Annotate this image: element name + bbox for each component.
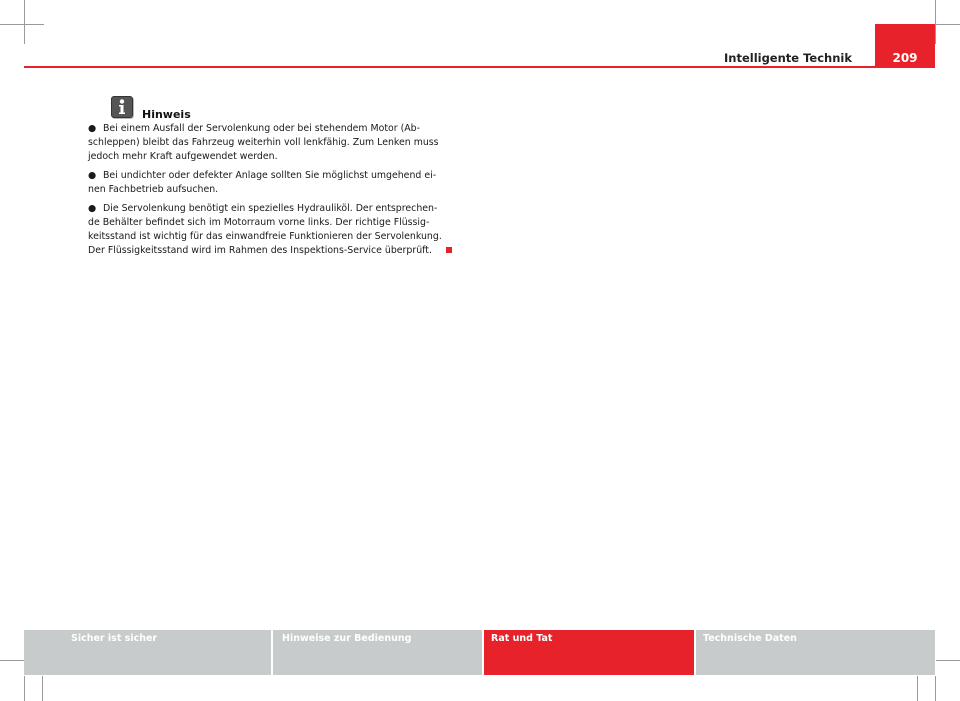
crop-mark <box>936 660 960 661</box>
crop-mark <box>0 24 44 25</box>
bullet-icon: ● <box>88 123 97 134</box>
info-person-icon <box>111 96 133 118</box>
note-title: Hinweis <box>142 108 191 121</box>
footer-tab-label: Rat und Tat <box>491 633 553 644</box>
crop-mark <box>935 676 936 701</box>
footer-tab-hinweise-zur-bedienung[interactable] <box>273 630 482 675</box>
footer-tab-rat-und-tat[interactable] <box>484 630 694 675</box>
footer-nav <box>24 630 935 675</box>
note-line: jedoch mehr Kraft aufgewendet werden. <box>88 151 278 162</box>
note-block <box>88 96 480 263</box>
footer-tab-label: Technische Daten <box>703 633 797 644</box>
note-line: keitsstand ist wichtig für das einwandfreie Funktionieren der Servolenkung. <box>88 231 442 242</box>
note-bullet-item <box>88 169 480 197</box>
footer-tab-label: Hinweise zur Bedienung <box>282 633 412 644</box>
crop-mark <box>935 0 936 44</box>
crop-mark <box>917 676 918 701</box>
note-line: nen Fachbetrieb aufsuchen. <box>88 184 219 195</box>
note-bullet-item <box>88 202 480 258</box>
page-number: 209 <box>892 51 918 65</box>
note-line: Bei undichter oder defekter Anlage sollten Sie möglichst umgehend ei- <box>103 170 437 181</box>
footer-tab-label: Sicher ist sicher <box>71 633 158 644</box>
crop-mark <box>24 676 25 701</box>
page-number-tab <box>875 24 935 68</box>
footer-tab-technische-daten[interactable] <box>696 630 935 675</box>
crop-mark <box>42 676 43 701</box>
note-line: Bei einem Ausfall der Servolenkung oder bei stehendem Motor (Ab- <box>103 123 421 134</box>
note-line: schleppen) bleibt das Fahrzeug weiterhin voll lenkfähig. Zum Lenken muss <box>88 137 439 148</box>
bullet-icon: ● <box>88 203 97 214</box>
note-header <box>88 96 480 122</box>
section-title: Intelligente Technik <box>723 51 852 65</box>
bullet-icon: ● <box>88 170 97 181</box>
note-bullet-item <box>88 122 480 164</box>
note-line: Der Flüssigkeitsstand wird im Rahmen des Inspektions-Service überprüft. <box>88 245 432 256</box>
footer-tab-sicher-ist-sicher[interactable] <box>24 630 271 675</box>
note-line: Die Servolenkung benötigt ein spezielles Hydrauliköl. Der entsprechen- <box>103 203 438 214</box>
end-of-section-icon <box>446 247 452 253</box>
note-line: de Behälter befindet sich im Motorraum vorne links. Der richtige Flüssig- <box>88 217 430 228</box>
crop-mark <box>24 0 25 44</box>
header-rule <box>24 66 935 68</box>
crop-mark <box>0 660 24 661</box>
